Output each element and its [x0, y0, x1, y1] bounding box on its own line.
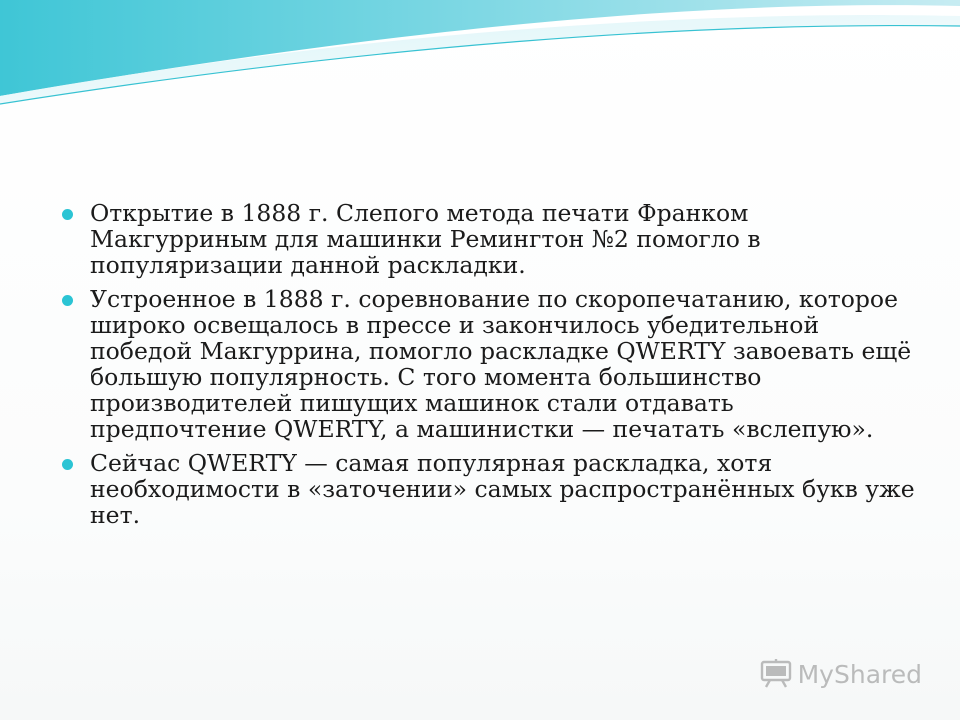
- watermark-logo: [760, 656, 922, 692]
- bullet-dot-icon: [62, 209, 73, 220]
- bullet-item: [56, 200, 916, 278]
- bullet-text: Устроенное в 1888 г. соревнование по скоропечатанию, которое широко освещалось в прессе и закончилось убедительной победой Макгуррина, помогло раскладке QWERTY завоевать ещё большую популярность. С того момента большинство производителей пишущих машинок стали отдавать предпочтение QWERTY, а машинистки — печатать «вслепую».: [90, 285, 912, 443]
- header-wave-decoration: [0, 0, 960, 120]
- bullet-list: [56, 200, 916, 528]
- watermark-text: MyShared: [797, 659, 922, 689]
- slide-content: [56, 200, 916, 536]
- bullet-item: [56, 450, 916, 528]
- presentation-icon: [760, 659, 792, 689]
- bullet-dot-icon: [62, 459, 73, 470]
- bullet-text: Сейчас QWERTY — самая популярная раскладка, хотя необходимости в «заточении» самых распространённых букв уже нет.: [90, 449, 915, 529]
- bullet-item: [56, 286, 916, 442]
- bullet-text: Открытие в 1888 г. Слепого метода печати Франком Макгурриным для машинки Ремингтон №2 помогло в популяризации данной раскладки.: [90, 199, 761, 279]
- bullet-dot-icon: [62, 295, 73, 306]
